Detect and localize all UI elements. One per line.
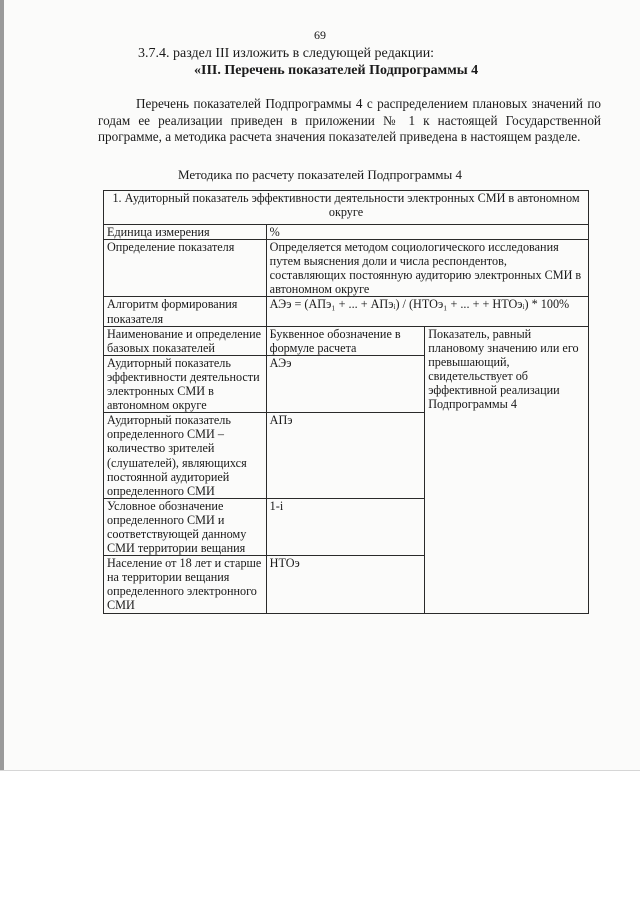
definition-label: Определение показателя [104,240,267,297]
algorithm-label: Алгоритм формирования показателя [104,297,267,326]
base-indicator-name: Аудиторный показатель определенного СМИ – количество зрителей (слушателей), являющихся постоянной аудиторией определенного СМИ [104,413,267,499]
base-header-row [104,326,589,355]
table-caption: Методика по расчету показателей Подпрограммы 4 [177,167,462,182]
base-indicator-symbol: НТОэ [266,556,425,613]
base-indicator-symbol: АПэ [266,413,425,499]
algorithm-formula: АЭэ = (АПэ₁ + ... + АПэᵢ) / (НТОэ₁ + ... + + НТОэᵢ) * 100% [266,297,588,326]
intro-paragraph: Перечень показателей Подпрограммы 4 с распределением плановых значений по годам ее реализации приведен в приложении № 1 к настоящей Государственной программе, а методика расчета значения показателей приведена в настоящем разделе. [98,96,601,145]
base-indicator-name: Аудиторный показатель эффективности деятельности электронных СМИ в автономном округе [104,355,267,412]
definition-row [104,240,589,297]
base-name-header: Наименование и определение базовых показателей [104,326,267,355]
base-indicator-symbol: 1-i [266,498,425,555]
indicator-title-cell: 1. Аудиторный показатель эффективности деятельности электронных СМИ в автономном округе [104,191,589,225]
unit-row [104,225,589,240]
base-indicator-name: Условное обозначение определенного СМИ и соответствующей данному СМИ территории вещания [104,498,267,555]
table-header-row [104,191,589,225]
base-indicator-symbol: АЭэ [266,355,425,412]
methodology-table [103,190,589,614]
base-symbol-header: Буквенное обозначение в формуле расчета [266,326,425,355]
definition-value: Определяется методом социологического исследования путем выяснения доли и числа респондентов, составляющих постоянную аудиторию электронных СМИ в автономном округе [266,240,588,297]
unit-label: Единица измерения [104,225,267,240]
methodology-table-wrapper [103,190,589,614]
indicator-note: Показатель, равный плановому значению или его превышающий, свидетельствует об эффективной реализации Подпрограммы 4 [425,326,589,613]
algorithm-row [104,297,589,326]
unit-value: % [266,225,588,240]
section-title: «III. Перечень показателей Подпрограммы 4 [194,63,479,78]
page-number: 69 [314,28,326,42]
base-indicator-name: Население от 18 лет и старше на территории вещания определенного электронного СМИ [104,556,267,613]
section-heading: 3.7.4. раздел III изложить в следующей редакции: [138,46,435,61]
